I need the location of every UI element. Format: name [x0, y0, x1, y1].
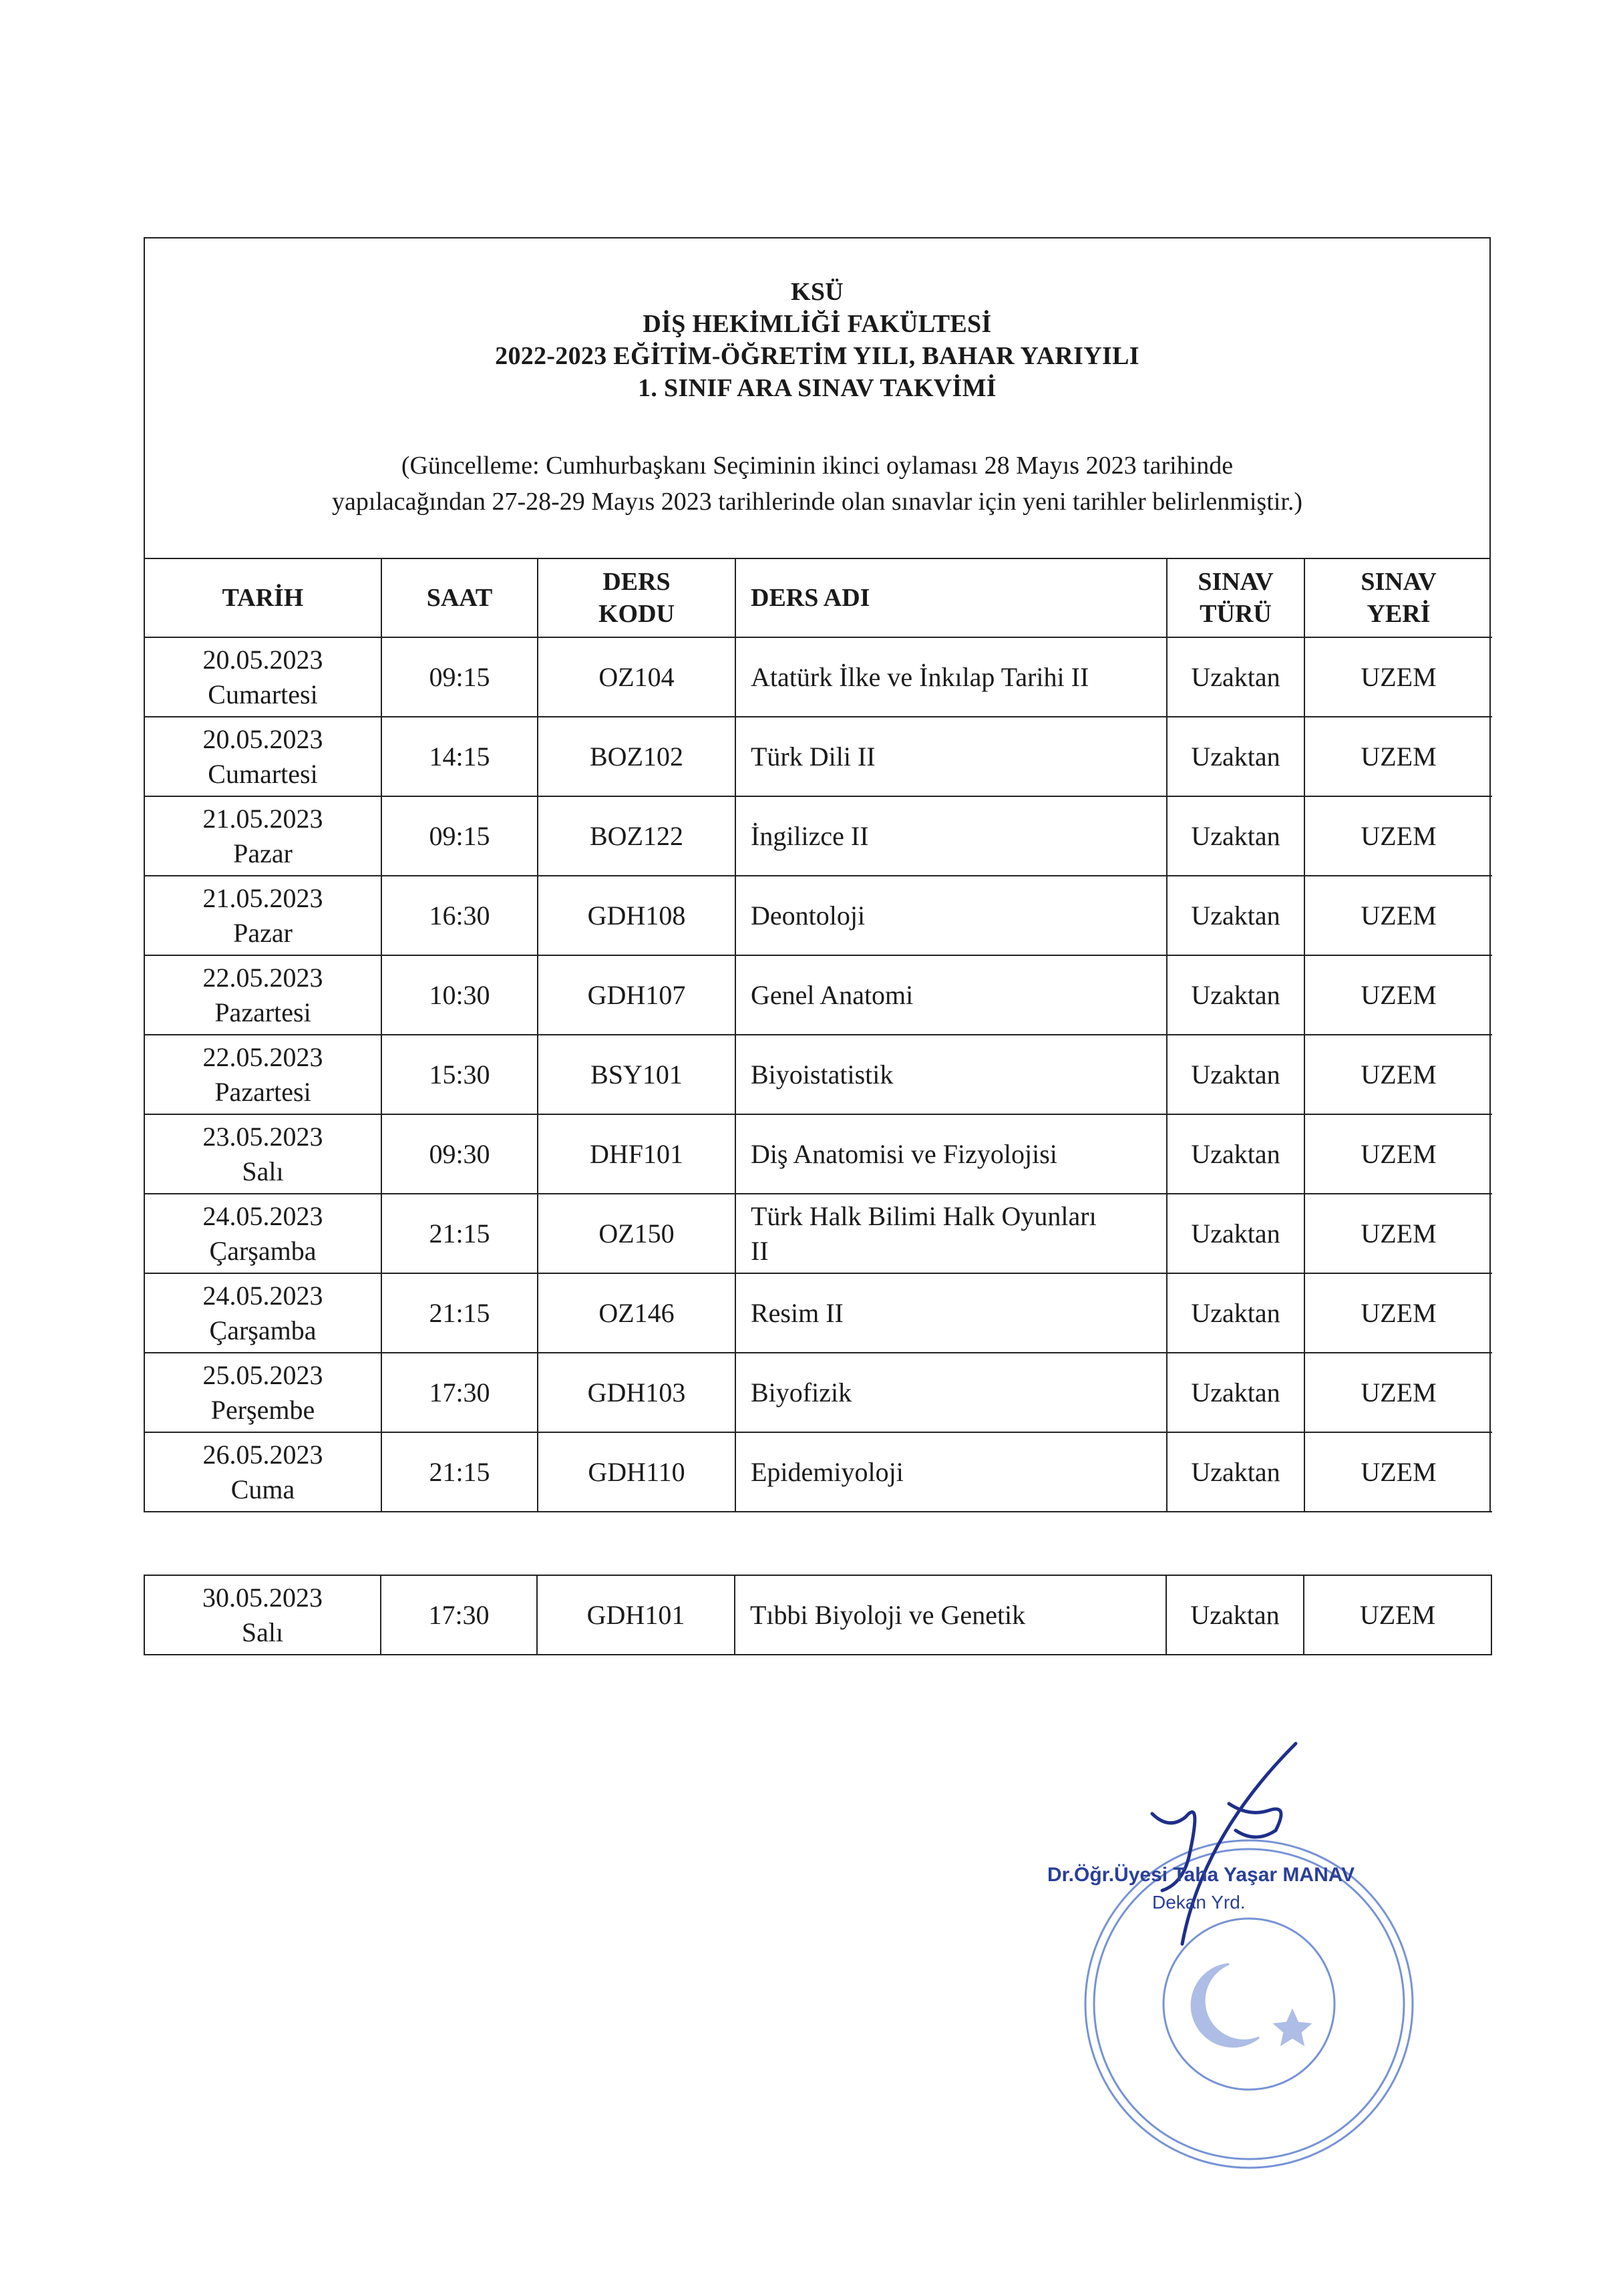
exam-place-cell: UZEM — [1304, 637, 1492, 717]
exam-place-cell: UZEM — [1304, 1194, 1492, 1273]
date-cell: 21.05.2023 Pazar — [145, 796, 381, 876]
col-header-sinav-turu: SINAV TÜRÜ — [1167, 559, 1304, 637]
academic-year: 2022-2023 EĞİTİM-ÖĞRETİM YILI, BAHAR YARIYILI — [495, 342, 1139, 370]
exam-type-cell: Uzaktan — [1167, 1194, 1304, 1273]
time-cell: 21:15 — [381, 1432, 538, 1512]
course-code-cell: OZ146 — [538, 1273, 735, 1353]
exam-place-cell: UZEM — [1304, 1273, 1492, 1353]
additional-exam-table — [144, 1575, 1491, 1655]
course-name-cell: Türk Dili II — [735, 717, 1167, 796]
table-row — [145, 955, 1492, 1035]
exam-place-cell: UZEM — [1304, 717, 1492, 796]
time-cell: 15:30 — [381, 1035, 538, 1114]
exam-type-cell: Uzaktan — [1167, 1273, 1304, 1353]
exam-place-cell: UZEM — [1304, 1575, 1491, 1655]
signatory-name: Dr.Öğr.Üyesi Taha Yaşar MANAV — [1047, 1864, 1355, 1886]
date-cell: 20.05.2023 Cumartesi — [145, 717, 381, 796]
signatory-title: Dekan Yrd. — [1152, 1892, 1246, 1913]
exam-place-cell: UZEM — [1304, 1432, 1492, 1512]
time-cell: 14:15 — [381, 717, 538, 796]
table-header-row — [145, 559, 1492, 637]
date-cell: 24.05.2023 Çarşamba — [145, 1273, 381, 1353]
course-code-cell: DHF101 — [538, 1114, 735, 1194]
course-name-cell: Atatürk İlke ve İnkılap Tarihi II — [735, 637, 1167, 717]
exam-type-cell: Uzaktan — [1167, 717, 1304, 796]
col-header-tarih: TARİH — [145, 559, 381, 637]
exam-type-cell: Uzaktan — [1167, 1432, 1304, 1512]
faculty-name: DİŞ HEKİMLİĞİ FAKÜLTESİ — [643, 310, 992, 338]
stamp-seal — [1085, 1840, 1413, 2168]
table-row — [145, 1273, 1492, 1353]
course-code-cell: GDH107 — [538, 955, 735, 1035]
table-row — [144, 1575, 1491, 1655]
course-name-cell: Tıbbi Biyoloji ve Genetik — [735, 1575, 1166, 1655]
time-cell: 21:15 — [381, 1194, 538, 1273]
schedule-frame — [144, 237, 1491, 1512]
course-name-cell: Biyoistatistik — [735, 1035, 1167, 1114]
exam-type-cell: Uzaktan — [1167, 796, 1304, 876]
date-cell: 23.05.2023 Salı — [145, 1114, 381, 1194]
date-cell: 26.05.2023 Cuma — [145, 1432, 381, 1512]
time-cell: 09:30 — [381, 1114, 538, 1194]
table-row — [145, 1353, 1492, 1432]
date-cell: 25.05.2023 Perşembe — [145, 1353, 381, 1432]
exam-schedule-table — [145, 559, 1492, 1512]
exam-type-cell: Uzaktan — [1167, 1353, 1304, 1432]
exam-type-cell: Uzaktan — [1166, 1575, 1304, 1655]
course-name-cell: Epidemiyoloji — [735, 1432, 1167, 1512]
course-code-cell: GDH110 — [538, 1432, 735, 1512]
document-title: 1. SINIF ARA SINAV TAKVİMİ — [638, 374, 997, 402]
col-header-sinav-yeri: SINAV YERİ — [1304, 559, 1492, 637]
course-name-cell: Deontoloji — [735, 876, 1167, 955]
time-cell: 17:30 — [381, 1575, 537, 1655]
table-row — [145, 1035, 1492, 1114]
course-name-cell: Resim II — [735, 1273, 1167, 1353]
col-header-ders-kodu: DERS KODU — [538, 559, 735, 637]
exam-type-cell: Uzaktan — [1167, 637, 1304, 717]
update-note-line1: (Güncelleme: Cumhurbaşkanı Seçiminin ikinci oylaması 28 Mayıs 2023 tarihinde — [401, 452, 1234, 480]
exam-type-cell: Uzaktan — [1167, 1035, 1304, 1114]
document-header — [145, 238, 1489, 559]
course-code-cell: GDH103 — [538, 1353, 735, 1432]
table-row — [145, 637, 1492, 717]
course-code-cell: OZ150 — [538, 1194, 735, 1273]
course-code-cell: GDH101 — [537, 1575, 735, 1655]
course-code-cell: OZ104 — [538, 637, 735, 717]
institution-abbr: KSÜ — [790, 278, 844, 306]
table-row — [145, 796, 1492, 876]
date-cell: 22.05.2023 Pazartesi — [145, 955, 381, 1035]
exam-type-cell: Uzaktan — [1167, 955, 1304, 1035]
time-cell: 21:15 — [381, 1273, 538, 1353]
date-cell: 30.05.2023 Salı — [144, 1575, 381, 1655]
update-note-line2: yapılacağından 27-28-29 Mayıs 2023 tarihlerinde olan sınavlar için yeni tarihler belirlenmiştir.) — [331, 488, 1303, 516]
time-cell: 10:30 — [381, 955, 538, 1035]
time-cell: 09:15 — [381, 637, 538, 717]
exam-place-cell: UZEM — [1304, 1353, 1492, 1432]
time-cell: 16:30 — [381, 876, 538, 955]
course-name-cell: Genel Anatomi — [735, 955, 1167, 1035]
exam-place-cell: UZEM — [1304, 796, 1492, 876]
course-name-cell: Türk Halk Bilimi Halk Oyunları II — [735, 1194, 1167, 1273]
official-stamp-signature — [1029, 1717, 1429, 2184]
signature-stroke — [1152, 1744, 1296, 1944]
date-cell: 24.05.2023 Çarşamba — [145, 1194, 381, 1273]
exam-place-cell: UZEM — [1304, 955, 1492, 1035]
course-name-cell: Biyofizik — [735, 1353, 1167, 1432]
exam-place-cell: UZEM — [1304, 876, 1492, 955]
date-cell: 22.05.2023 Pazartesi — [145, 1035, 381, 1114]
col-header-saat: SAAT — [381, 559, 538, 637]
table-row — [145, 876, 1492, 955]
table-row — [145, 1432, 1492, 1512]
date-cell: 21.05.2023 Pazar — [145, 876, 381, 955]
exam-place-cell: UZEM — [1304, 1035, 1492, 1114]
course-code-cell: BOZ122 — [538, 796, 735, 876]
table-row — [145, 717, 1492, 796]
course-code-cell: BOZ102 — [538, 717, 735, 796]
time-cell: 17:30 — [381, 1353, 538, 1432]
col-header-ders-adi: DERS ADI — [735, 559, 1167, 637]
date-cell: 20.05.2023 Cumartesi — [145, 637, 381, 717]
table-row — [145, 1114, 1492, 1194]
table-row — [145, 1194, 1492, 1273]
course-code-cell: BSY101 — [538, 1035, 735, 1114]
course-code-cell: GDH108 — [538, 876, 735, 955]
course-name-cell: İngilizce II — [735, 796, 1167, 876]
exam-type-cell: Uzaktan — [1167, 876, 1304, 955]
time-cell: 09:15 — [381, 796, 538, 876]
exam-place-cell: UZEM — [1304, 1114, 1492, 1194]
exam-type-cell: Uzaktan — [1167, 1114, 1304, 1194]
course-name-cell: Diş Anatomisi ve Fizyolojisi — [735, 1114, 1167, 1194]
